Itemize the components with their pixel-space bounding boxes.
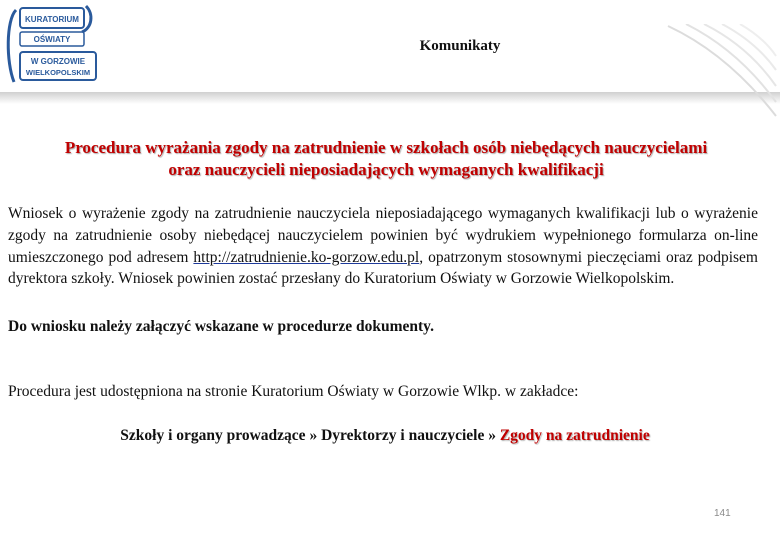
decorative-curves (658, 24, 778, 124)
procedure-title-line-2: oraz nauczycieli nieposiadających wymaganych kwalifikacji (168, 160, 604, 179)
paragraph-text-end: , opatrzonym stosownymi pieczęciami oraz podpisem dyrektora szkoły. Wniosek powinien zostać przesłany do Kuratorium Oświaty w Gorzowie Wielkopolskim. (8, 248, 758, 288)
page-number: 141 (714, 508, 731, 519)
attachments-note: Do wniosku należy załączyć wskazane w procedurze dokumenty. (8, 318, 434, 335)
logo-line-3: W GORZOWIE (30, 57, 86, 66)
procedure-title (6, 137, 766, 181)
logo-line-1: KURATORIUM (25, 15, 79, 24)
application-paragraph (8, 203, 758, 290)
form-link[interactable]: http://zatrudnienie.ko-gorzow.edu.pl (193, 248, 420, 266)
paragraph-text-start: Wniosek o wyrażenie zgody na zatrudnienie nauczyciela nieposiadającego wymaganych kwalifikacji lub o wyrażenie zgody na zatrudnienie osoby niebędącej nauczycielem powinien być wydrukiem wypełnionego formularza on-line umieszczonego pod adresem (8, 205, 758, 266)
availability-notice: Procedura jest udostępniona na stronie Kuratorium Oświaty w Gorzowie Wlkp. w zakładce: (8, 383, 579, 400)
logo-line-2: OŚWIATY (33, 35, 71, 44)
procedure-title-line-1: Procedura wyrażania zgody na zatrudnienie w szkołach osób niebędących nauczycielami (64, 138, 708, 157)
breadcrumb-item-employment-consent[interactable]: Zgody na zatrudnienie (499, 427, 650, 444)
breadcrumb-separator: » (488, 427, 496, 444)
logo-line-4: WIELKOPOLSKIM (25, 68, 91, 77)
breadcrumb-item-teachers[interactable]: Dyrektorzy i nauczyciele (321, 427, 485, 444)
breadcrumb-item-schools[interactable]: Szkoły i organy prowadzące (120, 427, 306, 444)
header-title: Komunikaty (419, 38, 501, 54)
breadcrumb-separator: » (309, 427, 318, 444)
breadcrumb (0, 427, 770, 445)
